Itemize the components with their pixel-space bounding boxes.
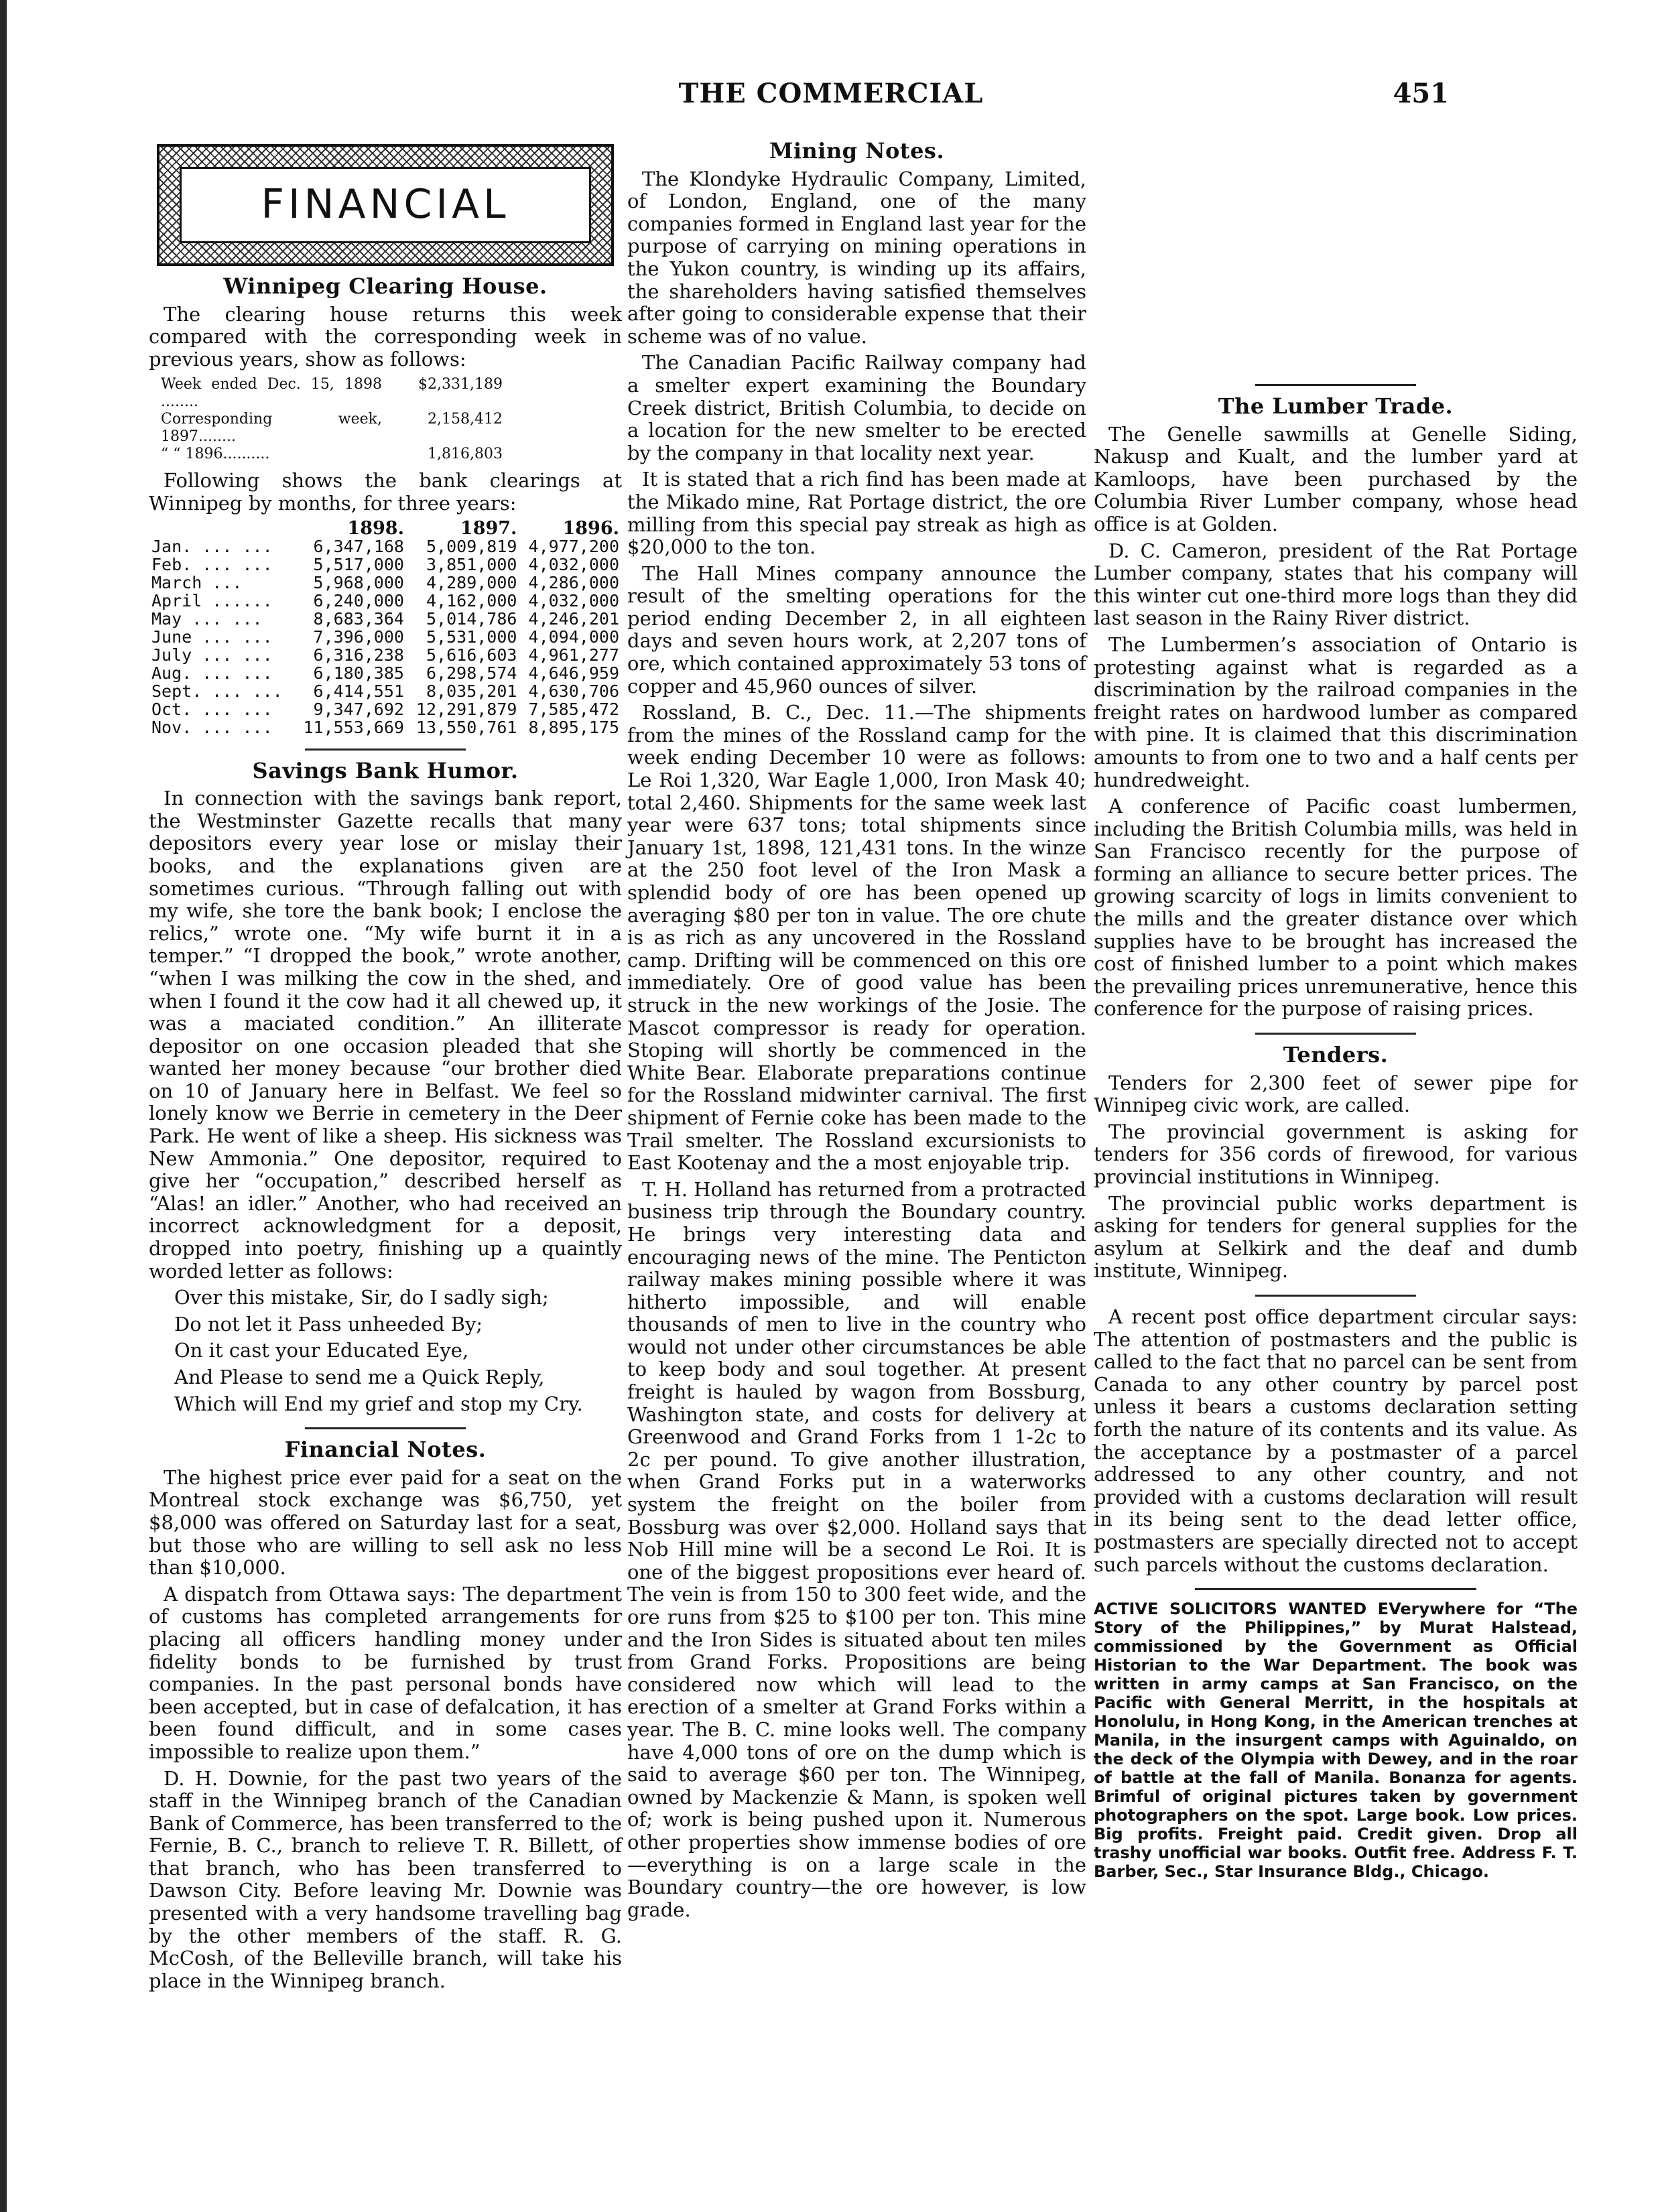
- weekly-clearings: [161, 376, 622, 463]
- column-1: [149, 131, 622, 1996]
- amount-cell: 5,517,000: [313, 554, 404, 574]
- paragraph: The Hall Mines company announce the result of the smelting operations for the period ending December 2, in all eighteen days and seven hours work, at 2,207 tons of ore, which contained approximately 53 tons of copper and 45,960 ounces of silver.: [627, 562, 1086, 698]
- amount-cell: 4,032,000: [528, 590, 619, 610]
- section-divider: [1255, 384, 1416, 386]
- banner-panel: [180, 167, 591, 243]
- column-3: [1094, 131, 1578, 1881]
- amount-cell: 4,961,277: [528, 645, 619, 665]
- weekly-value: 1,816,803: [428, 446, 503, 463]
- month-cell: Aug. ... ...: [151, 663, 273, 683]
- amount-cell: 4,246,201: [528, 608, 619, 629]
- section-heading: The Lumber Trade.: [1218, 393, 1454, 419]
- paragraph: The Canadian Pacific Railway company had a smelter expert examining the Boundary Creek district, British Columbia, to decide on a location for the new smelter to be erected by the company in that locality next year.: [627, 351, 1086, 464]
- month-cell: June ... ...: [151, 627, 273, 647]
- table-header: [149, 519, 294, 537]
- amount-cell: 6,414,551: [313, 681, 404, 701]
- table-row: [149, 718, 622, 736]
- table-row: [149, 664, 622, 682]
- table-row: [149, 592, 622, 610]
- amount-cell: 4,094,000: [528, 627, 619, 647]
- table-row: [149, 610, 622, 628]
- monthly-clearings-table: [149, 519, 622, 736]
- section-heading: Savings Bank Humor.: [252, 757, 519, 783]
- amount-cell: 3,851,000: [426, 554, 517, 574]
- month-cell: Jan. ... ...: [151, 536, 273, 556]
- amount-cell: 4,289,000: [426, 572, 517, 592]
- amount-cell: 6,298,574: [426, 663, 517, 683]
- month-cell: Feb. ... ...: [151, 554, 273, 574]
- section-divider: [1255, 1295, 1416, 1297]
- advertisement: ACTIVE SOLICITORS WANTED EVerywhere for “The Story of the Philippines,” by Murat Halstead, commissioned by the Government as Official Historian to the War Department. The book was written in army camps at San Francisco, on the Pacific with General Merritt, in the hospitals at Honolulu, in Hong Kong, in the American trenches at Manila, in the insurgent camps with Aguinaldo, on the deck of the Olympia with Dewey, and in the roar of battle at the fall of Manila. Bonanza for agents. Brimful of original pictures taken by government photographers on the spot. Large book. Low prices. Big profits. Freight paid. Credit given. Drop all trashy unofficial war books. Outfit free. Address F. T. Barber, Sec., Star Insurance Bldg., Chicago.: [1094, 1600, 1578, 1882]
- table-row: [149, 537, 622, 556]
- paragraph: In connection with the savings bank report, the Westminster Gazette recalls that many depositors every year lose or mislay their books, and the explanations given are sometimes curious. “Through falling out with my wife, she tore the bank book; I enclose the relics,” wrote one. “My wife burnt it in a temper.” “I dropped the book,” wrote another, “when I was milking the cow in the shed, and when I found it the cow had it all chewed up, it was a maciated condition.” An illiterate depositor on one occasion pleaded that she wanted her money because “our brother died on 10 of January here in Belfast. We feel so lonely know we Berrie in cemetery in the Deer Park. He went of like a sheep. His sickness was New Ammonia.” One depositor, required to give her “occupation,” described herself as “Alas! an idler.” Another, who had received an incorrect acknowledgment for a deposit, dropped into poetry, finishing up a quaintly worded letter as follows:: [149, 787, 622, 1283]
- paragraph: T. H. Holland has returned from a protracted business trip through the Boundary country. He brings very interesting data and encouraging news of the mine. The Penticton railway makes mining possible where it was hitherto impossible, and will enable thousands of men to live in the country who would not under other circumstances be able to keep body and soul together. At present freight is hauled by wagon from Bossburg, Washington state, and costs for delivery at Greenwood and Grand Forks from 1 1-2c to 2c per pound. To give another illustration, when Grand Forks put in a waterworks system the freight on the boiler from Bossburg was over $2,000. Holland says that Nob Hill mine will be a second Le Roi. It is one of the biggest propositions ever heard of. The vein is from 150 to 300 feet wide, and the ore runs from $25 to $100 per ton. This mine and the Iron Sides is situated about ten miles from Grand Forks. Propositions are being considered now which will lead to the erection of a smelter at Grand Forks within a year. The B. C. mine looks well. The company have 4,000 tons of ore on the dump which is said to average $60 per ton. The Winnipeg, owned by Mackenzie & Mann, is spoken well of; work is being pushed upon it. Numerous other properties show immense bodies of ore—everything is on a large scale in the Boundary country—the ore however, is low grade.: [627, 1177, 1086, 1921]
- table-row: [149, 646, 622, 664]
- paragraph: The Lumbermen’s association of Ontario is protesting against what is regarded as a discrimination by the railroad companies in the freight rates on hardwood lumber as compared with pine. It is claimed that this discrimination amounts to from one to two and a half cents per hundredweight.: [1094, 633, 1578, 791]
- amount-cell: 8,035,201: [426, 681, 517, 701]
- paragraph: D. C. Cameron, president of the Rat Portage Lumber company, states that his company will this winter cut one-third more logs than they did last season in the Rainy River district.: [1094, 539, 1578, 630]
- weekly-label: “ “ 1896..........: [161, 446, 270, 463]
- weekly-label: Corresponding week, 1897........: [161, 411, 382, 446]
- page-header: [0, 78, 1662, 121]
- section-heading: Mining Notes.: [769, 138, 945, 164]
- banner-title: FINANCIAL: [261, 181, 510, 229]
- page-binding-edge: [0, 0, 7, 2212]
- amount-cell: 5,014,786: [426, 608, 517, 629]
- weekly-value: $2,331,189: [418, 376, 503, 393]
- verse-line: And Please to send me a Quick Reply,: [174, 1366, 545, 1388]
- weekly-value: 2,158,412: [428, 411, 503, 428]
- paragraph: The Klondyke Hydraulic Company, Limited, of London, England, one of the many companies formed in England last year for the purpose of carrying on mining operations in the Yukon country, is winding up its affairs, the shareholders having satisfied themselves after going to considerable expense that their scheme was of no value.: [627, 167, 1086, 348]
- amount-cell: 6,347,168: [313, 536, 404, 556]
- table-header: 1896.: [562, 517, 619, 539]
- section-divider: [305, 749, 466, 751]
- paragraph: A dispatch from Ottawa says: The department of customs has completed arrangements for placing all officers handling money under fidelity bonds to be furnished by trust companies. In the past personal bonds have been accepted, but in case of defalcation, it has been found difficult, and in some cases impossible to realize upon them.”: [149, 1582, 622, 1763]
- paragraph: Following shows the bank clearings at Winnipeg by months, for three years:: [149, 469, 622, 515]
- paragraph: It is stated that a rich find has been made at the Mikado mine, Rat Portage district, the ore milling from this special pay streak as high as $20,000 to the ton.: [627, 468, 1086, 559]
- amount-cell: 13,550,761: [416, 717, 517, 737]
- weekly-row: [161, 376, 622, 411]
- weekly-row: [161, 411, 622, 446]
- amount-cell: 9,347,692: [313, 699, 404, 719]
- amount-cell: 5,616,603: [426, 645, 517, 665]
- amount-cell: 6,240,000: [313, 590, 404, 610]
- financial-banner: [157, 144, 614, 266]
- column-continuation-space: [1094, 131, 1578, 372]
- amount-cell: 4,032,000: [528, 554, 619, 574]
- amount-cell: 7,585,472: [528, 699, 619, 719]
- paragraph: The provincial government is asking for tenders for 356 cords of firewood, for various provincial institutions in Winnipeg.: [1094, 1120, 1578, 1188]
- amount-cell: 4,162,000: [426, 590, 517, 610]
- verse-line: Over this mistake, Sir, do I sadly sigh;: [174, 1286, 549, 1309]
- amount-cell: 5,009,819: [426, 536, 517, 556]
- table-row: [149, 682, 622, 700]
- amount-cell: 5,531,000: [426, 627, 517, 647]
- section-divider: [1255, 1033, 1416, 1035]
- amount-cell: 7,396,000: [313, 627, 404, 647]
- amount-cell: 11,553,669: [303, 717, 404, 737]
- section-heading: Winnipeg Clearing House.: [223, 273, 548, 299]
- column-2: [627, 131, 1086, 1925]
- month-cell: May ... ...: [151, 608, 263, 629]
- paragraph: D. H. Downie, for the past two years of the staff in the Winnipeg branch of the Canadian Bank of Commerce, has been transferred to the Fernie, B. C., branch to relieve T. R. Billett, of that branch, who has been transferred to Dawson City. Before leaving Mr. Downie was presented with a very handsome travelling bag by the other members of the staff. R. G. McCosh, of the Belleville branch, will take his place in the Winnipeg branch.: [149, 1766, 622, 1992]
- section-divider: [305, 1427, 466, 1429]
- weekly-label: Week ended Dec. 15, 1898 ........: [161, 376, 382, 411]
- table-row: [149, 628, 622, 646]
- amount-cell: 4,286,000: [528, 572, 619, 592]
- table-header: 1897.: [460, 517, 517, 539]
- month-cell: Nov. ... ...: [151, 717, 273, 737]
- paragraph: The provincial public works department is asking for tenders for general supplies for the asylum at Selkirk and the deaf and dumb institute, Winnipeg.: [1094, 1191, 1578, 1283]
- running-title: THE COMMERCIAL: [678, 78, 984, 109]
- verse-line: On it cast your Educated Eye,: [174, 1339, 469, 1362]
- amount-cell: 4,977,200: [528, 536, 619, 556]
- section-heading: Financial Notes.: [284, 1437, 487, 1463]
- section-heading: Tenders.: [1283, 1042, 1389, 1068]
- section-divider: [1195, 1588, 1476, 1590]
- paragraph: The clearing house returns this week compared with the corresponding week in previous years, show as follows:: [149, 302, 622, 371]
- table-row: [149, 700, 622, 718]
- month-cell: Sept. ... ...: [151, 681, 283, 701]
- amount-cell: 8,683,364: [313, 608, 404, 629]
- month-cell: July ... ...: [151, 645, 273, 665]
- month-cell: Oct. ... ...: [151, 699, 273, 719]
- amount-cell: 4,646,959: [528, 663, 619, 683]
- month-cell: April ......: [151, 590, 273, 610]
- verse-line: Which will End my grief and stop my Cry.: [174, 1392, 583, 1415]
- paragraph: A conference of Pacific coast lumbermen, including the British Columbia mills, was held in San Francisco recently for the purpose of forming an alliance to secure better prices. The growing scarcity of logs in limits convenient to the mills and the greater distance over which supplies have to be brought has increased the cost of finished lumber to a point which makes the prevailing prices unremunerative, hence this conference for the purpose of raising prices.: [1094, 795, 1578, 1021]
- table-header-row: [149, 519, 622, 537]
- paragraph: The Genelle sawmills at Genelle Siding, Nakusp and Kualt, and the lumber yard at Kamloops, have been purchased by the Columbia River Lumber company, whose head office is at Golden.: [1094, 422, 1578, 535]
- table-row: [149, 574, 622, 592]
- table-header: 1898.: [347, 517, 404, 539]
- amount-cell: 8,895,175: [528, 717, 619, 737]
- paragraph: Tenders for 2,300 feet of sewer pipe for Winnipeg civic work, are called.: [1094, 1071, 1578, 1117]
- amount-cell: 5,968,000: [313, 572, 404, 592]
- paragraph: Rossland, B. C., Dec. 11.—The shipments from the mines of the Rossland camp for the week ending December 10 were as follows: Le Roi 1,320, War Eagle 1,000, Iron Mask 40; total 2,460. Shipments for the same week last year were 637 tons; total shipments since January 1st, 1898, 121,431 tons. In the winze at the 250 foot level of the Iron Mask a splendid body of ore has been opened up averaging $80 per ton in value. The ore chute is as rich as any uncovered in the Rossland camp. Drifting will be commenced on this ore immediately. Ore of good value has been struck in the new workings of the Josie. The Mascot compressor is ready for operation. Stoping will shortly be commenced in the White Bear. Elaborate preparations continue for the Rossland midwinter carnival. The first shipment of Fernie coke has been made to the Trail smelter. The Rossland excursionists to East Kootenay and the a most enjoyable trip.: [627, 701, 1086, 1175]
- amount-cell: 6,316,238: [313, 645, 404, 665]
- paragraph: A recent post office department circular says: The attention of postmasters and the public is called to the fact that no parcel can be sent from Canada to any other country by parcel post unless it bears a customs declaration setting forth the nature of its contents and its value. As the acceptance by a postmaster of a parcel addressed to any other country, and not provided with a customs declaration will result in its being sent to the dead letter office, postmasters are specially directed not to accept such parcels without the customs declaration.: [1094, 1305, 1578, 1576]
- amount-cell: 4,630,706: [528, 681, 619, 701]
- amount-cell: 6,180,385: [313, 663, 404, 683]
- verse-line: Do not let it Pass unheeded By;: [174, 1312, 483, 1336]
- paragraph: The highest price ever paid for a seat on the Montreal stock exchange was $6,750, yet $8,000 was offered on Saturday last for a seat, but those who are willing to sell ask no less than $10,000.: [149, 1466, 622, 1579]
- table-row: [149, 556, 622, 574]
- page-number: 451: [1393, 78, 1449, 109]
- amount-cell: 12,291,879: [416, 699, 517, 719]
- month-cell: March ...: [151, 572, 243, 592]
- table-body: [149, 537, 622, 736]
- weekly-row: [161, 446, 622, 463]
